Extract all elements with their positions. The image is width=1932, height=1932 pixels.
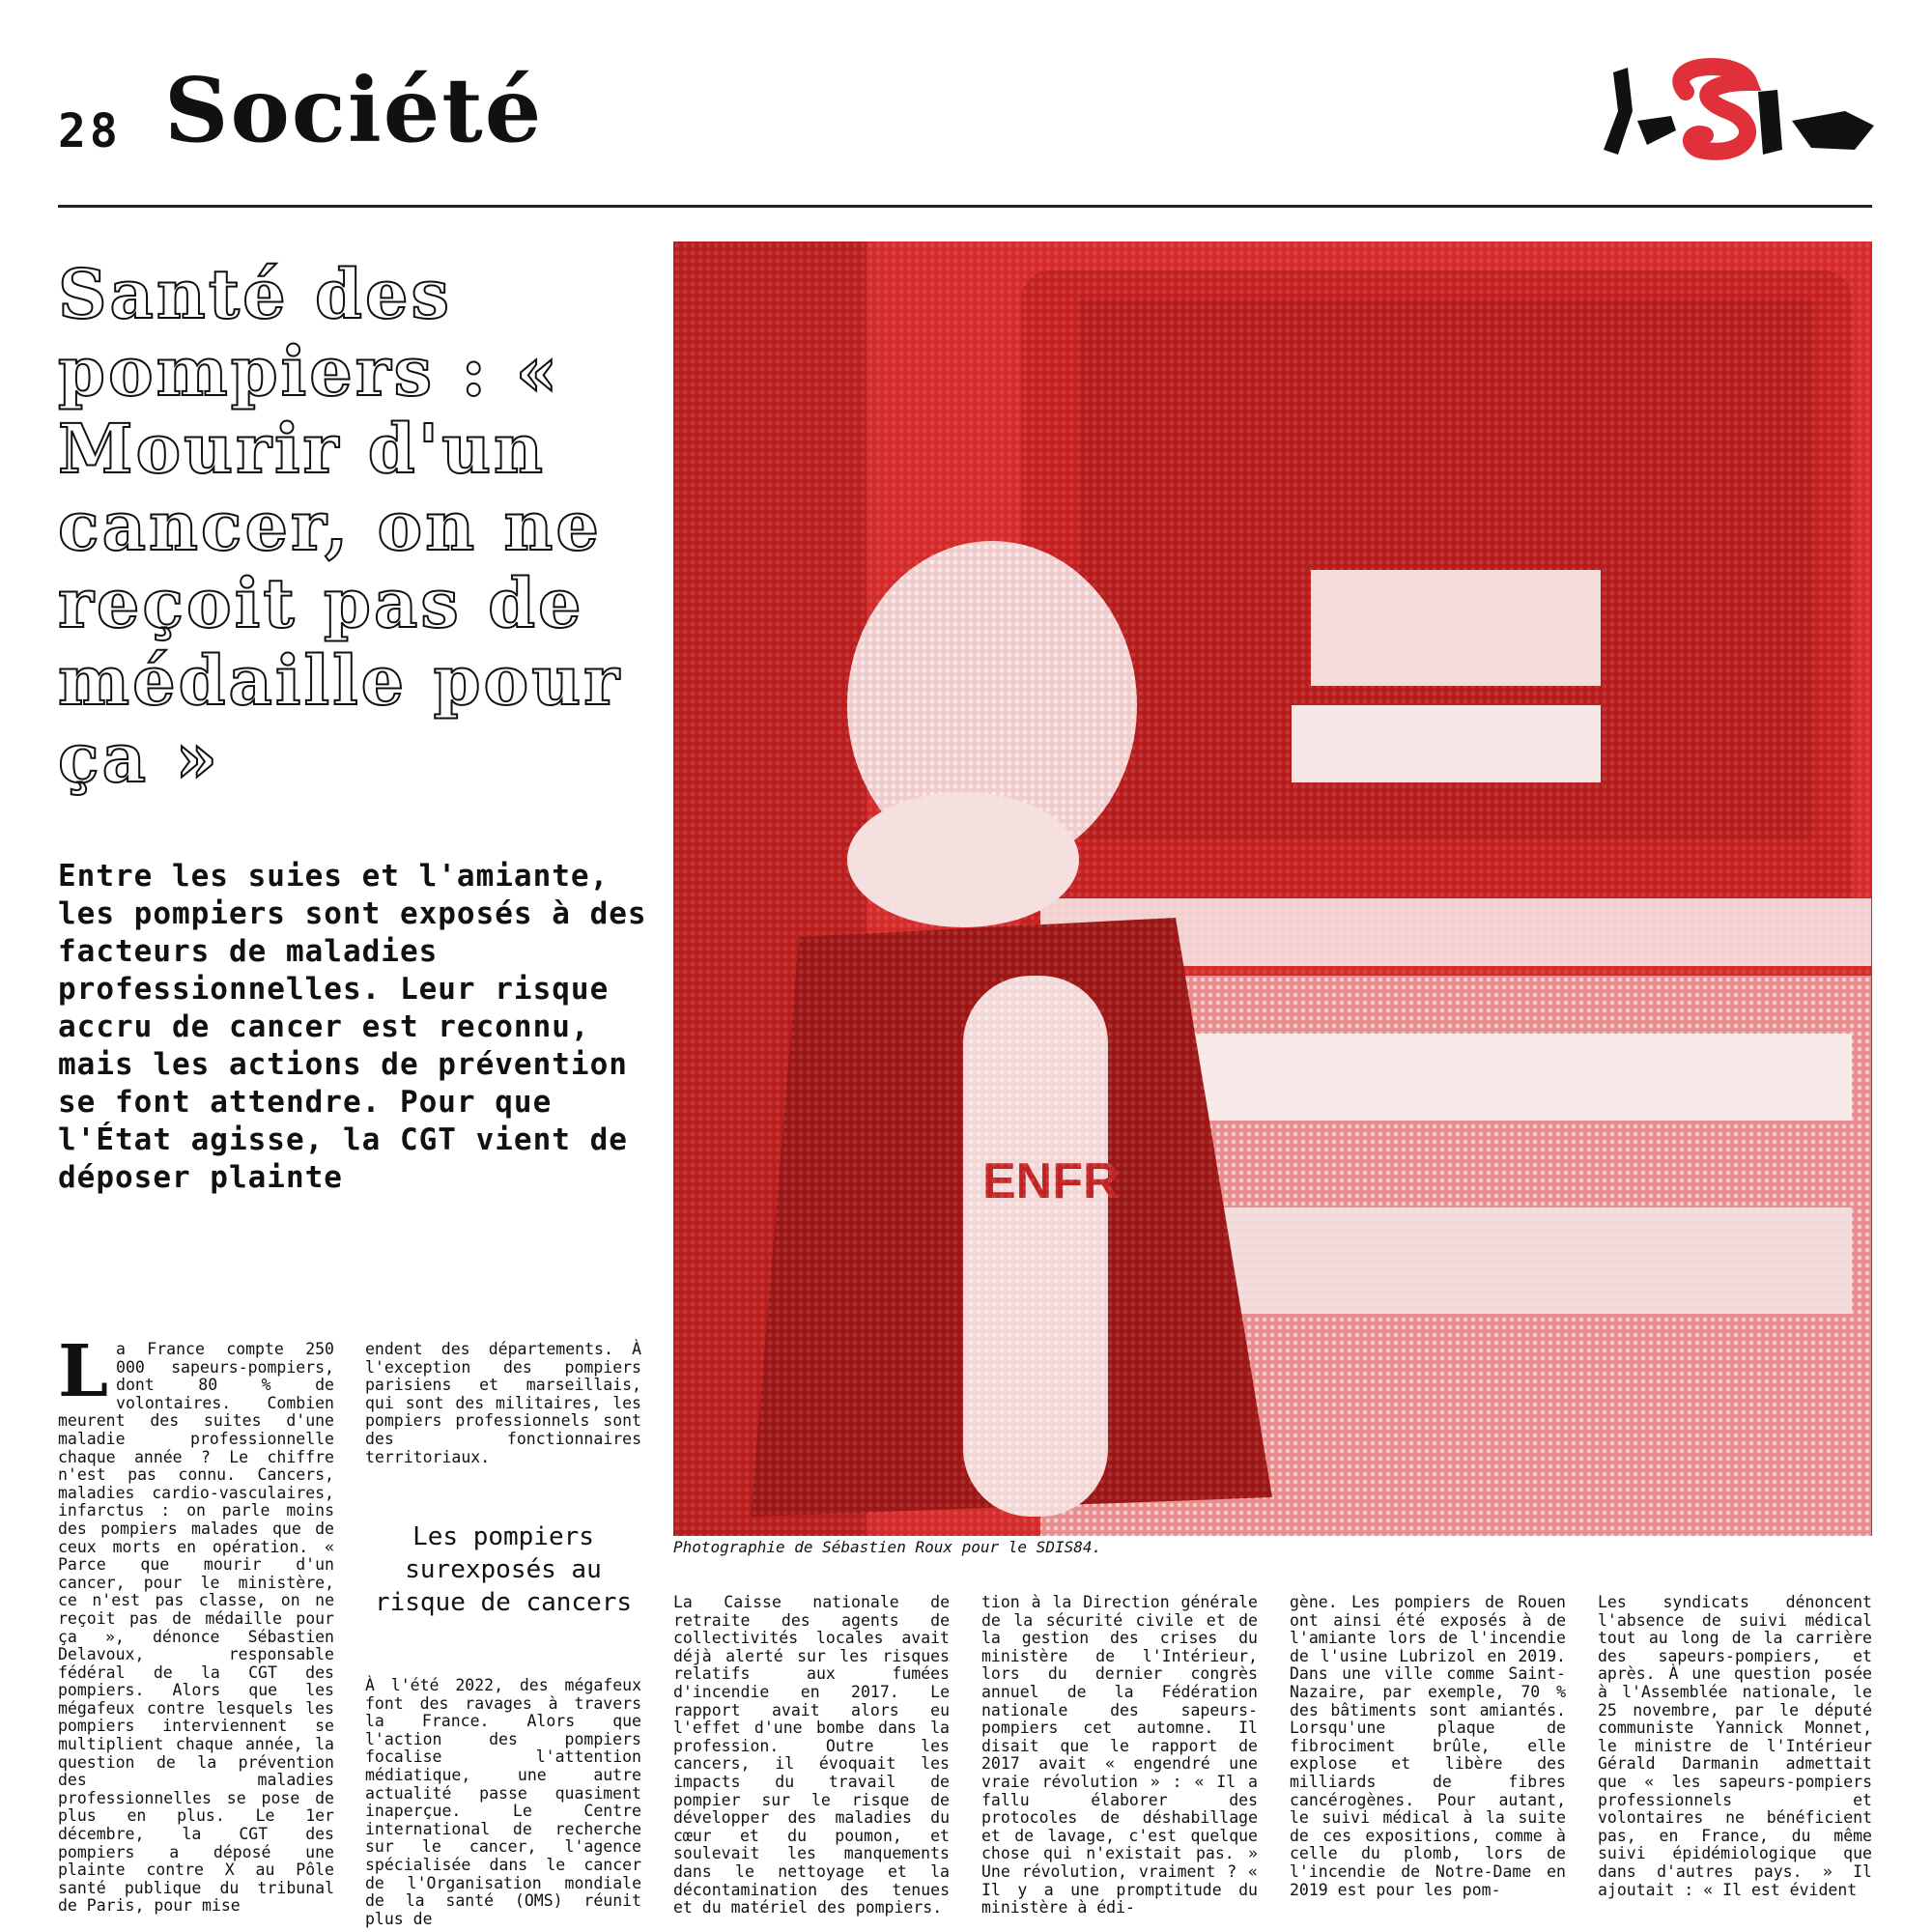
article-title: Santé des pompiers : « Mourir d'un cancer, on ne reçoit pas de médaille pour ça »: [58, 254, 622, 798]
body-column-1: [58, 1330, 334, 1916]
body-column-5: gène. Les pompiers de Rouen ont ainsi été exposés à de l'amiante lors de l'incendie de l'usine Lubrizol en 2019. Dans une ville comme Saint-Nazaire, par exemple, 70 % des bâtiments sont amiantés. Lorsqu'une plaque de fibrociment brûle, elle explose et libère des milliards de fibres cancérogènes. Pour autant, le suivi médical à la suite de ces expositions, comme à celle du plomb, lors de l'incendie de Notre-Dame en 2019 est pour les pom-: [1290, 1593, 1566, 1899]
body-column-6: Les syndicats dénoncent l'absence de suivi médical tout au long de la carrière des sapeurs-pompiers, et après. À une question posée à l'Assemblée nationale, le 25 novembre, par le député communiste Yannick Monnet, le ministre de l'Intérieur Gérald Darmanin admettait que « les sapeurs-pompiers professionnels et volontaires ne bénéficient pas, en France, du même suivi épidémiologique que dans d'autres pays. » Il ajoutait : « Il est évident: [1598, 1593, 1872, 1899]
section-title: Société: [164, 58, 544, 162]
body-column-3: La Caisse nationale de retraite des agents de collectivités locales avait déjà alerté sur les risques relatifs aux fumées d'incendie en 2017. Le rapport avait alors eu l'effet d'une bombe dans la profession. Outre les cancers, il évoquait les impacts du travail de pompier sur le risque de développer des maladies du cœur et du poumon, et soulevait les manquements dans le nettoyage et la décontamination des tenues et du matériel des pompiers.: [673, 1593, 950, 1918]
body-column-4: tion à la Direction générale de la sécurité civile et de la gestion des crises du ministère de l'Intérieur, lors du dernier congrès annuel de la Fédération nationale des sapeurs-pompiers cet automne. Il disait que le rapport de 2017 avait « engendré une vraie révolution » : « Il a fallu élaborer des protocoles de déshabillage et de lavage, c'est quelque chose qui n'existait pas. » Une révolution, vraiment ? « Il y a une promptitude du ministère à édi-: [981, 1593, 1258, 1918]
photo-caption: Photographie de Sébastien Roux pour le SDIS84.: [673, 1538, 1102, 1556]
magazine-logo: [1594, 53, 1884, 169]
photo-tank-label: ENFR: [982, 1153, 1120, 1209]
body-text-1: a France compte 250 000 sapeurs-pompiers, dont 80 % de volontaires. Combien meurent des suites d'une maladie professionnelle chaque année ? Le chiffre n'est pas connu. Cancers, maladies cardio-vasculaires, infarctus : on parle moins des pompiers malades que de ceux morts en opération. « Parce que mourir d'un cancer, pour le ministère, ce n'est pas classe, on ne reçoit pas de médaille pour ça », dénonce Sébastien Delavoux, responsable fédéral de la CGT des pompiers. Alors que les mégafeux contre lesquels les pompiers interviennent se multiplient chaque année, la question de la prévention des maladies professionnelles se pose de plus en plus. Le 1er décembre, la CGT des pompiers a déposé une plainte contre X au Pôle santé publique du tribunal de Paris, pour mise: [58, 1340, 334, 1916]
body-column-2b: À l'été 2022, des mégafeux font des ravages à travers la France. Alors que l'action des pompiers focalise l'attention médiatique, une autre actualité passe quasiment inaperçue. Le Centre international de recherche sur le cancer, l'agence spécialisée dans le cancer de l'Organisation mondiale de la santé (OMS) réunit plus de: [365, 1676, 641, 1928]
article-lead: Entre les suies et l'amiante, les pompiers sont exposés à des facteurs de maladies professionnelles. Leur risque accru de cancer est reconnu, mais les actions de prévention se font attendre. Pour que l'État agisse, la CGT vient de déposer plainte: [58, 859, 647, 1195]
header-rule: [58, 205, 1872, 208]
drop-cap: L: [58, 1330, 109, 1413]
section-subhead: Les pompiers surexposés au risque de cancers: [374, 1522, 633, 1617]
body-column-2a: endent des départements. À l'exception des pompiers parisiens et marseillais, qui sont des militaires, les pompiers professionnels sont des fonctionnaires territoriaux.: [365, 1340, 641, 1466]
page-number: 28: [58, 104, 122, 158]
firefighter-photo: [673, 242, 1872, 1536]
